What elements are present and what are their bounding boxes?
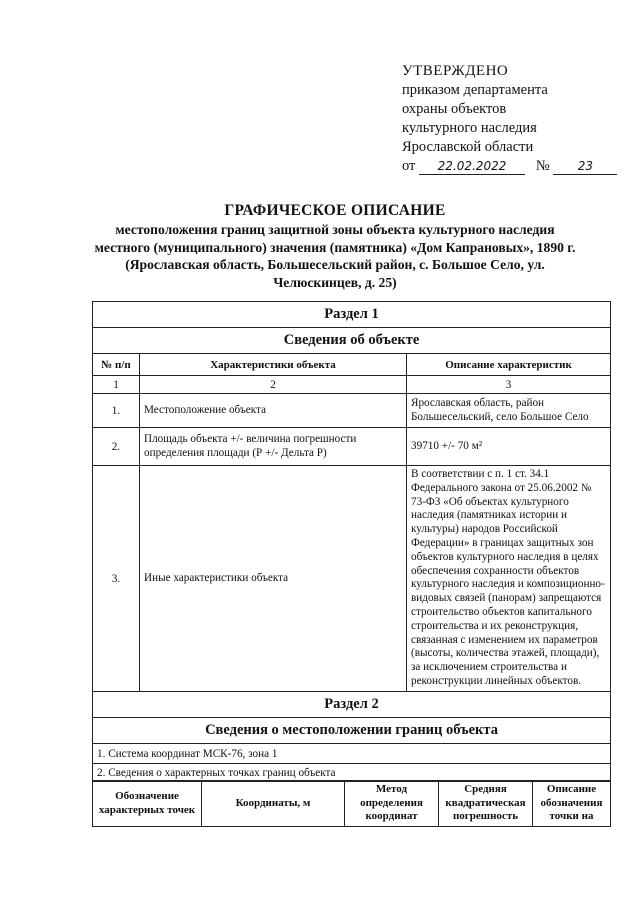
header-method: Метод определения координат [345,781,439,827]
section1-label: Раздел 1 [93,302,611,328]
header-error: Средняя квадратическая погрешность [439,781,533,827]
handwritten-number: 23 [553,159,617,175]
table-row [93,428,611,466]
column-number: 1 [93,376,140,394]
row-number: 3. [93,466,140,692]
coordinate-system-item: 1. Система координат МСК-76, зона 1 [93,744,611,764]
approval-heading: УТВЕРЖДЕНО [402,63,509,79]
column-number: 2 [140,376,407,394]
characteristics-table [92,301,611,782]
header-description: Описание характеристик [407,354,611,376]
section1-name: Сведения об объекте [93,328,611,354]
table-row [93,394,611,428]
row-description: 39710 +/- 70 м² [407,428,611,466]
approval-line: культурного наследия [402,120,537,136]
row-number: 2. [93,428,140,466]
title-main: ГРАФИЧЕСКОЕ ОПИСАНИЕ [224,202,446,219]
row-description: Ярославская область, район Большесельский, село Большое Село [407,394,611,428]
header-point-designation: Обозначение характерных точек [93,781,202,827]
approval-line: Ярославской области [402,139,534,155]
header-coordinates: Координаты, м [202,781,345,827]
document-title [90,201,580,291]
row-description: В соответствии с п. 1 ст. 34.1 Федерального закона от 25.06.2002 № 73-ФЗ «Об объектах культурного наследия (памятниках истории и культуры) народов Российской Федерации» в границах защитных зон объектов культурного наследия в целях обеспечения сохранности объектов культурного наследия и композиционно-видовых связей (панорам) запрещаются строительство объектов капитального строительства и их реконструкция, связанная с изменением их параметров (высоты, количества этажей, площади), за исключением строительства и реконструкции линейных объектов. [407,466,611,692]
header-number: № п/п [93,354,140,376]
boundary-points-table [92,780,611,827]
handwritten-date: 22.02.2022 [419,159,525,175]
header-characteristic: Характеристики объекта [140,354,407,376]
row-characteristic: Иные характеристики объекта [140,466,407,692]
row-characteristic: Местоположение объекта [140,394,407,428]
date-prefix: от [402,158,416,174]
number-prefix: № [535,158,550,174]
approval-line: приказом департамента [402,82,548,98]
column-number: 3 [407,376,611,394]
row-characteristic: Площадь объекта +/- величина погрешности определения площади (Р +/- Дельта Р) [140,428,407,466]
title-subtitle: местоположения границ защитной зоны объекта культурного наследия местного (муниципального) значения (памятника) «Дом Капрановых», 1890 г. (Ярославская область, Большесельский район, с. Большое Село, ул. Челюскинцев, д. 25) [94,222,576,290]
boundary-points-item: 2. Сведения о характерных точках границ объекта [93,764,611,782]
header-point-description: Описание обозначения точки на [533,781,611,827]
section2-label: Раздел 2 [93,692,611,718]
table-row [93,466,611,692]
approval-line: охраны объектов [402,101,507,117]
row-number: 1. [93,394,140,428]
approval-stamp [402,62,622,176]
approval-date-line [402,157,622,176]
section2-name: Сведения о местоположении границ объекта [93,718,611,744]
